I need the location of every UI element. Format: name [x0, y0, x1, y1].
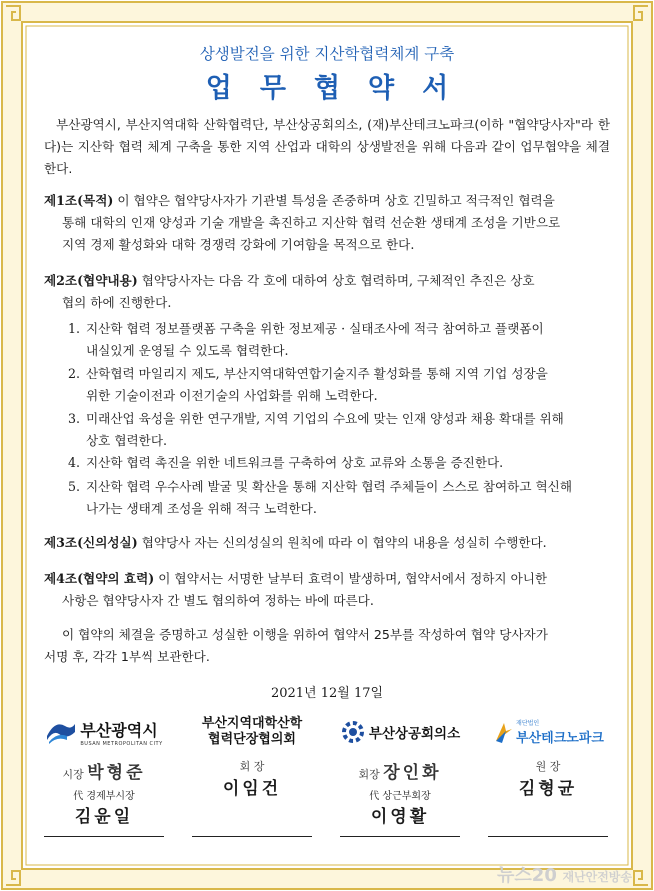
signatory-name: 장인화 [383, 763, 442, 783]
article-text: 이 협약은 협약당사자가 기관별 특성을 존중하며 상호 긴밀하고 적극적인 협력을 [113, 193, 555, 208]
gear-icon [340, 719, 366, 745]
signature-line [340, 836, 460, 837]
item-number: 4. [68, 455, 81, 470]
intro-paragraph: 부산광역시, 부산지역대학 산학협력단, 부산상공회의소, (재)부산테크노파크(이하 "협약당사자"라 한다)는 지산학 협력 체계 구축을 통한 지역 산업과 대학의 상생발전을 위해 다음과 같이 업무협약을 체결한다. [44, 117, 610, 176]
article-4 [44, 568, 610, 612]
item-text: 내실있게 운영될 수 있도록 협력한다. [86, 343, 289, 358]
signatory-chamber-of-commerce [326, 712, 474, 827]
signatory-role: 시장 [62, 768, 84, 781]
logo-text: 협력단장협의회 [208, 732, 296, 747]
logo-text: 부산테크노파크 [516, 731, 604, 746]
deputy-name: 김윤일 [74, 807, 134, 827]
list-item [68, 408, 610, 452]
document-title: 업무협약서 [205, 73, 477, 104]
logo-subtext: BUSAN METROPOLITAN CITY [80, 740, 163, 747]
signatory-name: 이임건 [222, 779, 282, 799]
signature-line [44, 836, 164, 837]
watermark-tagline: 재난안전방송 [562, 870, 632, 884]
item-text: 상호 협력한다. [86, 433, 167, 448]
signing-date: 2021년 12월 17일 [270, 686, 384, 701]
article-text: 통해 대학의 인재 양성과 기술 개발을 촉진하고 지산학 협력 선순환 생태계 조성을 기반으로 [62, 215, 561, 230]
item-number: 3. [68, 411, 81, 426]
logo-text: 부산광역시 [80, 720, 158, 740]
news-watermark [497, 861, 632, 887]
item-text: 위한 기술이전과 이전기술의 사업화를 위해 노력한다. [86, 388, 378, 403]
list-item [68, 476, 610, 520]
item-text: 나가는 생태계 조성을 위해 적극 노력한다. [86, 501, 317, 516]
article-text: 사항은 협약당사자 간 별도 협의하여 정하는 바에 따른다. [62, 593, 374, 608]
article-text: 이 협약서는 서명한 날부터 효력이 발생하며, 협약서에서 정하지 아니한 [154, 571, 548, 586]
article-heading: 제1조(목적) [44, 193, 114, 208]
signature-line [488, 836, 608, 837]
busan-city-logo [30, 712, 178, 752]
logo-text: 부산상공회의소 [368, 726, 461, 742]
logo-subtext: 재단법인 [516, 720, 540, 727]
signatory-name: 김형균 [518, 779, 578, 799]
list-item [68, 363, 610, 407]
agreement-document [30, 30, 624, 861]
closing-text: 서명 후, 각각 1부씩 보관한다. [44, 649, 210, 664]
signatory-role: 회장 [358, 768, 380, 781]
article-2 [44, 270, 610, 314]
university-council-logo [178, 712, 326, 752]
article-text: 지역 경제 활성화와 대학 경쟁력 강화에 기여함을 목적으로 한다. [62, 237, 415, 252]
closing-text: 이 협약의 체결을 증명하고 성실한 이행을 위하여 협약서 25부를 작성하여 협약 당사자가 [62, 627, 548, 642]
document-subtitle: 상생발전을 위한 지산학협력체계 구축 [199, 45, 455, 63]
item-number: 2. [68, 366, 81, 381]
signatory-busan-city [30, 712, 178, 827]
signatory-role: 원 장 [535, 760, 561, 773]
closing-paragraph [44, 624, 610, 668]
arrow-logo-icon [492, 719, 514, 745]
wave-icon [45, 718, 77, 746]
signatory-name: 박형준 [87, 763, 146, 783]
article-heading: 제2조(협약내용) [44, 273, 138, 288]
article-heading: 제3조(신의성실) [44, 535, 138, 550]
article-text: 협약당사자는 다음 각 호에 대하여 상호 협력하며, 구체적인 추진은 상호 [137, 273, 535, 288]
signatory-role: 회 장 [239, 760, 265, 773]
list-item [68, 318, 610, 362]
item-text: 지산학 협력 정보플랫폼 구축을 위한 정보제공 · 실태조사에 적극 참여하고 플랫폼이 [86, 321, 544, 336]
item-number: 5. [68, 479, 81, 494]
technopark-logo [474, 712, 622, 752]
item-text: 산학협력 마일리지 제도, 부산지역대학연합기술지주 활성화를 통해 지역 기업 성장을 [86, 366, 548, 381]
item-text: 지산학 협력 촉진을 위한 네트워크를 구축하여 상호 교류와 소통을 증진한다. [86, 455, 504, 470]
deputy-role: 代 경제부시장 [73, 791, 135, 802]
item-text: 미래산업 육성을 위한 연구개발, 지역 기업의 수요에 맞는 인재 양성과 채용 확대를 위해 [86, 411, 564, 426]
deputy-name: 이영활 [370, 807, 430, 827]
signature-line [192, 836, 312, 837]
deputy-role: 代 상근부회장 [369, 791, 431, 802]
article-text: 협의 하에 진행한다. [62, 295, 172, 310]
article-3 [44, 532, 610, 554]
signatory-technopark [474, 712, 622, 799]
article-text: 협약당사 자는 신의성실의 원칙에 따라 이 협약의 내용을 성실히 수행한다. [137, 535, 547, 550]
item-number: 1. [68, 321, 81, 336]
watermark-brand: 뉴스20 [497, 865, 557, 886]
article-1 [44, 190, 610, 256]
item-text: 지산학 협력 우수사례 발굴 및 확산을 통해 지산학 협력 주체들이 스스로 참여하고 혁신해 [86, 479, 572, 494]
logo-text: 부산지역대학산학 [201, 716, 303, 731]
list-item [68, 452, 610, 474]
article-heading: 제4조(협약의 효력) [44, 571, 155, 586]
signatory-university-council [178, 712, 326, 799]
chamber-logo [326, 712, 474, 752]
